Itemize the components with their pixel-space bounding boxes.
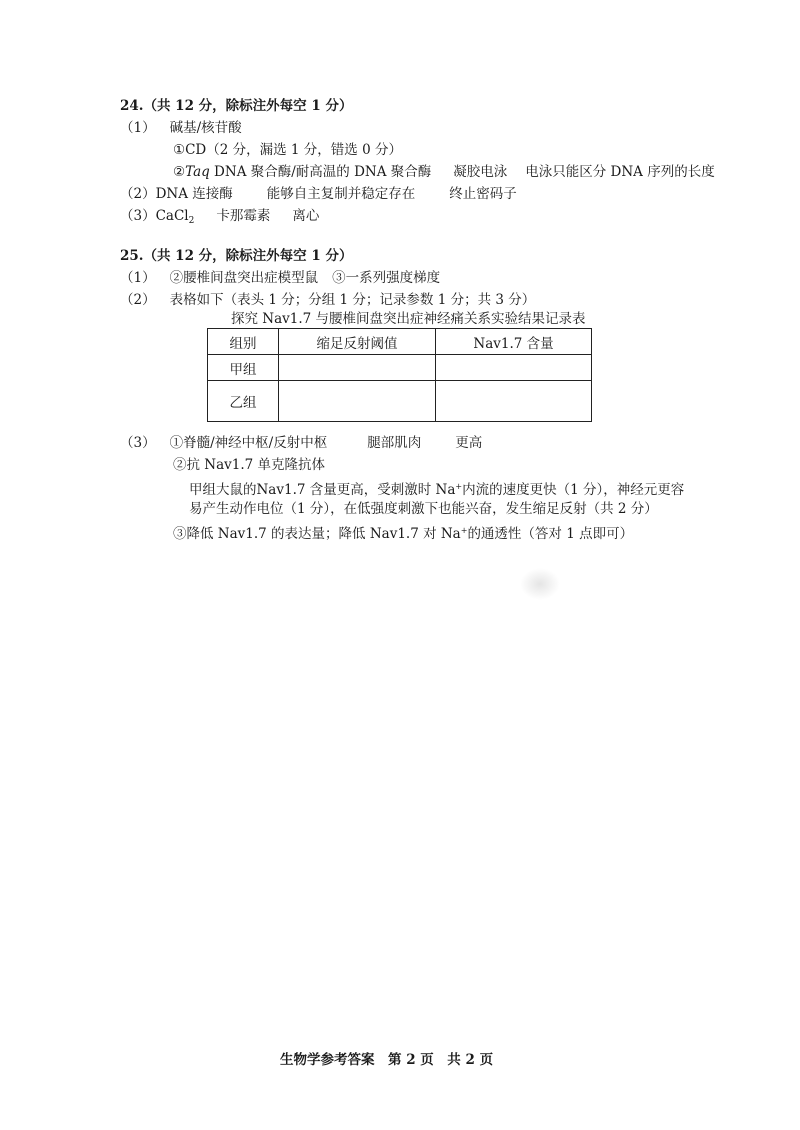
q24-part1-label: （1）	[120, 120, 156, 136]
page-footer: 生物学参考答案 第 2 页 共 2 页	[280, 1052, 494, 1068]
q25-part2	[120, 290, 535, 310]
q24-part2-a: DNA 连接酶	[155, 186, 233, 202]
q24-part1-sub2-marker: ②	[173, 164, 186, 180]
q25-part1-b: ③一系列强度梯度	[332, 270, 441, 286]
q24-taq-text: Taq	[185, 164, 210, 180]
table-header-cell: 缩足反射阈值	[279, 329, 436, 355]
q25-part1-a: ②腰椎间盘突出症模型鼠	[169, 270, 319, 286]
q24-part2-label: （2）	[120, 186, 156, 202]
q25-part3-a: ①脊髓/神经中枢/反射中枢	[169, 435, 328, 451]
q25-part1	[120, 268, 440, 288]
q24-part1-sub1: ①CD（2 分，漏选 1 分，错选 0 分）	[173, 142, 402, 158]
table-header-row	[208, 329, 592, 355]
table-header-cell: Nav1.7 含量	[436, 329, 592, 355]
q24-part2-c: 终止密码子	[449, 186, 517, 202]
table-cell: 甲组	[208, 355, 279, 381]
table-cell	[279, 381, 436, 422]
q25-part2-text: 表格如下（表头 1 分；分组 1 分；记录参数 1 分；共 3 分）	[169, 292, 536, 308]
q24-part3-c: 离心	[292, 208, 320, 224]
q24-part3-a: CaCl$_2$	[155, 208, 195, 226]
q24-part2	[120, 184, 517, 204]
q25-part3-c: 更高	[455, 435, 483, 451]
q24-part1-sub2-b: 凝胶电泳	[453, 164, 508, 180]
q25-part3-sub3: ③降低 Nav1.7 的表达量；降低 Nav1.7 对 Na+的通透性（答对 1 点即可）	[173, 526, 634, 542]
table-cell: 乙组	[208, 381, 279, 422]
q25-part3-label: （3）	[120, 435, 156, 451]
q24-part3-b: 卡那霉素	[216, 208, 271, 224]
results-record-table	[207, 328, 592, 422]
table-cell	[436, 381, 592, 422]
table-cell	[279, 355, 436, 381]
q25-part3-explanation-line2: 易产生动作电位（1 分），在低强度刺激下也能兴奋，发生缩足反射（共 2 分）	[189, 501, 658, 517]
q24-part1-sub2-c: 电泳只能区分 DNA 序列的长度	[525, 164, 715, 180]
q25-header: 25.（共 12 分，除标注外每空 1 分）	[120, 248, 353, 264]
q25-part3-b: 腿部肌肉	[367, 435, 422, 451]
scan-smudge	[520, 568, 560, 600]
q24-part1-answer: 碱基/核苷酸	[169, 120, 242, 136]
q25-part1-label: （1）	[120, 270, 156, 286]
q24-part1	[120, 118, 242, 138]
table-row	[208, 355, 592, 381]
q24-header: 24.（共 12 分，除标注外每空 1 分）	[120, 98, 353, 114]
table-row	[208, 381, 592, 422]
table-cell	[436, 355, 592, 381]
q24-part3	[120, 206, 319, 231]
q24-part2-b: 能够自主复制并稳定存在	[266, 186, 416, 202]
q25-part2-label: （2）	[120, 292, 156, 308]
table-title: 探究 Nav1.7 与腰椎间盘突出症神经痛关系实验结果记录表	[231, 311, 586, 327]
q25-part3-sub2: ②抗 Nav1.7 单克隆抗体	[173, 457, 326, 473]
q25-part3-explanation-line1: 甲组大鼠的Nav1.7 含量更高，受刺激时 Na+内流的速度更快（1 分），神经元更容	[189, 482, 685, 498]
q25-part3	[120, 433, 482, 453]
q24-part1-sub2-a: DNA 聚合酶/耐高温的 DNA 聚合酶	[209, 164, 432, 180]
q24-part1-sub2	[173, 162, 715, 182]
table-header-cell: 组别	[208, 329, 279, 355]
q24-part3-label: （3）	[120, 208, 156, 224]
